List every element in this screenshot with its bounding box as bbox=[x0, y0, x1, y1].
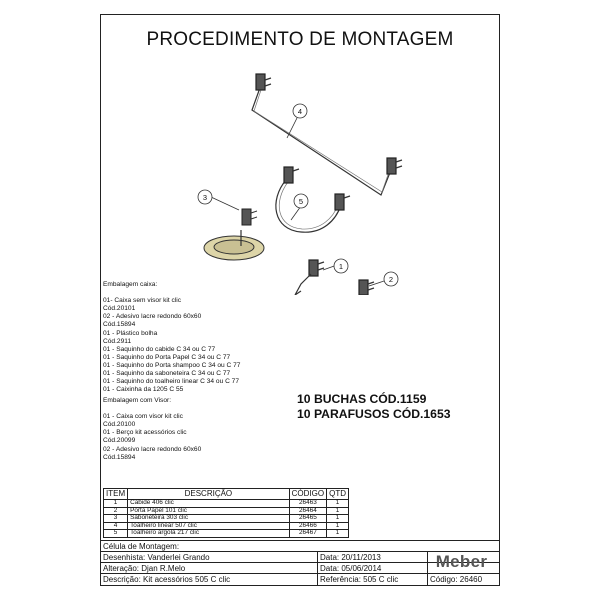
cell-codigo: 26466 bbox=[289, 522, 326, 530]
cell-codigo: 26467 bbox=[289, 530, 326, 538]
embalagem-visor bbox=[103, 397, 201, 462]
list-item: 01 - Plástico bolha bbox=[103, 329, 158, 337]
callout-4: 4 bbox=[297, 107, 303, 116]
list-item: 01 - Saquinho do cabide C 34 ou C 77 bbox=[103, 345, 216, 353]
cell-qtd: 1 bbox=[327, 500, 349, 508]
cell-descricao: Toalheiro argola 217 clic bbox=[128, 530, 290, 538]
list-item: Cód.2911 bbox=[103, 337, 132, 345]
towel-bar-illustration bbox=[252, 74, 402, 195]
alteracao-label: Alteração: Djan R.Melo bbox=[103, 564, 186, 573]
list-item: 01 - Saquinho da saboneteira C 34 ou C 77 bbox=[103, 370, 231, 378]
callout-2: 2 bbox=[388, 275, 394, 284]
drawing-sheet bbox=[100, 14, 500, 586]
cell-descricao: Saboneteira 303 clic bbox=[128, 515, 290, 523]
cell-qtd: 1 bbox=[327, 522, 349, 530]
cell-item: 4 bbox=[104, 522, 128, 530]
header-qtd: QTD bbox=[327, 489, 349, 500]
codigo-label: Código: 26460 bbox=[427, 574, 499, 586]
callout-1: 1 bbox=[338, 262, 344, 271]
embalagem-caixa-heading: Embalagem caixa: bbox=[103, 281, 158, 288]
list-item: 02 - Adesivo lacre redondo 60x60 bbox=[103, 313, 202, 321]
title-block-row bbox=[101, 573, 499, 586]
soap-dish-illustration bbox=[204, 209, 264, 260]
list-item: Cód.20100 bbox=[103, 421, 136, 429]
cell-item: 5 bbox=[104, 530, 128, 538]
referencia-label: Referência: 505 C clic bbox=[317, 574, 427, 586]
list-item: 01 - Berço kit acessórios clic bbox=[103, 429, 187, 437]
cell-codigo: 26463 bbox=[289, 500, 326, 508]
cell-codigo: 26464 bbox=[289, 507, 326, 515]
cell-item: 3 bbox=[104, 515, 128, 523]
cell-item: 1 bbox=[104, 500, 128, 508]
cell-codigo: 26465 bbox=[289, 515, 326, 523]
cell-descricao: Toalheiro linear 507 clic bbox=[128, 522, 290, 530]
towel-ring-illustration bbox=[276, 167, 350, 232]
list-item: 01 - Saquinho do Porta Papel C 34 ou C 77 bbox=[103, 353, 231, 361]
list-item: 01 - Saquinho do toalheiro linear C 34 ou C 77 bbox=[103, 378, 239, 386]
table-row bbox=[104, 530, 349, 538]
list-item: 01 - Caixa com visor kit clic bbox=[103, 413, 183, 421]
page-title: PROCEDIMENTO DE MONTAGEM bbox=[146, 29, 454, 50]
data-criacao-label: Data: 20/11/2013 bbox=[317, 552, 427, 563]
table-header bbox=[104, 489, 349, 500]
desenhista-label: Desenhista: Vanderlei Grando bbox=[103, 553, 210, 562]
embalagem-caixa bbox=[103, 281, 240, 394]
list-item: Cód.20099 bbox=[103, 437, 136, 445]
cell-qtd: 1 bbox=[327, 515, 349, 523]
callout-5: 5 bbox=[298, 197, 304, 206]
descricao-label: Descrição: Kit acessórios 505 C clic bbox=[103, 575, 231, 584]
list-item: 01 - Saquinho do Porta shampoo C 34 ou C 77 bbox=[103, 361, 241, 369]
cell-qtd: 1 bbox=[327, 507, 349, 515]
callout-3: 3 bbox=[202, 193, 208, 202]
list-item: 01- Caixa sem visor kit clic bbox=[103, 297, 182, 305]
data-alteracao-label: Data: 05/06/2014 bbox=[317, 563, 427, 574]
cell-descricao: Cabide 406 clic bbox=[128, 500, 290, 508]
paper-holder-illustration bbox=[359, 280, 374, 295]
title-block bbox=[101, 540, 499, 586]
list-item: Cód.15894 bbox=[103, 453, 136, 461]
meber-logo: Meber bbox=[435, 552, 488, 571]
header-item: ITEM bbox=[104, 489, 128, 500]
embalagem-visor-heading: Embalagem com Visor: bbox=[103, 397, 172, 404]
celula-label: Célula de Montagem: bbox=[103, 542, 180, 551]
list-item: 02 - Adesivo lacre redondo 60x60 bbox=[103, 445, 202, 453]
cell-descricao: Porta Papel 101 clic bbox=[128, 507, 290, 515]
header-codigo: CÓDIGO bbox=[289, 489, 326, 500]
table-row bbox=[104, 500, 349, 508]
header-descricao: DESCRIÇÃO bbox=[128, 489, 290, 500]
cell-item: 2 bbox=[104, 507, 128, 515]
parts-table bbox=[103, 488, 349, 538]
parafusos-label: 10 PARAFUSOS CÓD.1653 bbox=[297, 407, 451, 421]
cell-qtd: 1 bbox=[327, 530, 349, 538]
fasteners-note bbox=[297, 392, 451, 422]
list-item: 01 - Caixinha da 1205 C 55 bbox=[103, 386, 184, 394]
hook-illustration bbox=[295, 260, 324, 295]
list-item: Cód.15894 bbox=[103, 321, 136, 329]
buchas-label: 10 BUCHAS CÓD.1159 bbox=[297, 392, 427, 406]
assembly-drawing bbox=[101, 70, 499, 295]
list-item: Cód.20101 bbox=[103, 305, 136, 313]
